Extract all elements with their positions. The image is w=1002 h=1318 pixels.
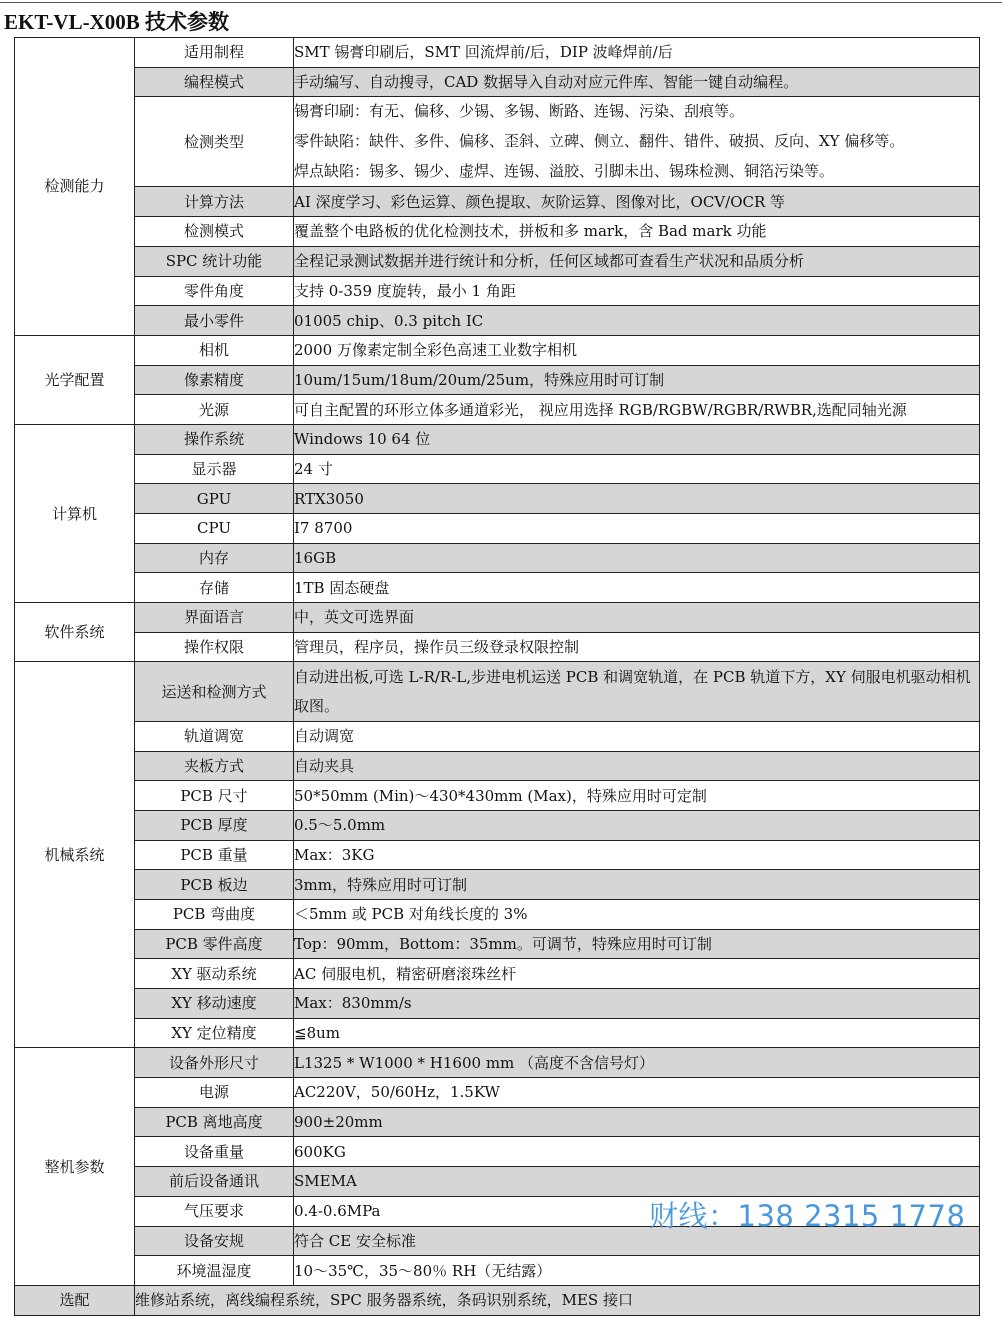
- item-label: 夹板方式: [135, 751, 294, 781]
- spec-row: [15, 989, 980, 1019]
- item-label: PCB 板边: [135, 870, 294, 900]
- spec-row: [15, 751, 980, 781]
- spec-row: [15, 67, 980, 97]
- spec-row: [15, 899, 980, 929]
- item-label: 轨道调宽: [135, 721, 294, 751]
- item-value: 10～35℃，35～80％ RH（无结露）: [294, 1256, 980, 1286]
- item-label: 检测类型: [135, 97, 294, 187]
- category-cell: 机械系统: [15, 662, 135, 1048]
- spec-row: [15, 840, 980, 870]
- item-value: 10um/15um/18um/20um/25um，特殊应用时可订制: [294, 365, 980, 395]
- item-value: 1TB 固态硬盘: [294, 573, 980, 603]
- spec-row: [15, 276, 980, 306]
- item-value: L1325 * W1000 * H1600 mm （高度不含信号灯）: [294, 1048, 980, 1078]
- item-label: XY 移动速度: [135, 989, 294, 1019]
- spec-row: [15, 335, 980, 365]
- spec-row: [15, 1078, 980, 1108]
- item-label: XY 驱动系统: [135, 959, 294, 989]
- item-value: AI 深度学习、彩色运算、颜色提取、灰阶运算、图像对比，OCV/OCR 等: [294, 187, 980, 217]
- item-value: 0.4-0.6MPa: [294, 1196, 980, 1226]
- spec-row: [15, 395, 980, 425]
- spec-row: [15, 1167, 980, 1197]
- item-value: 2000 万像素定制全彩色高速工业数字相机: [294, 335, 980, 365]
- item-value: Top：90mm，Bottom：35mm。可调节，特殊应用时可订制: [294, 929, 980, 959]
- item-label: 前后设备通讯: [135, 1167, 294, 1197]
- item-value-line: 锡膏印刷：有无、偏移、少锡、多锡、断路、连锡、污染、刮痕等。: [294, 102, 745, 121]
- item-value: SMEMA: [294, 1167, 980, 1197]
- item-label: 最小零件: [135, 306, 294, 336]
- spec-row: [15, 959, 980, 989]
- item-label: 计算方法: [135, 187, 294, 217]
- spec-row: [15, 573, 980, 603]
- item-value: 自动夹具: [294, 751, 980, 781]
- item-value: 可自主配置的环形立体多通道彩光， 视应用选择 RGB/RGBW/RGBR/RWBR,选配同轴光源: [294, 395, 980, 425]
- spec-row: [15, 306, 980, 336]
- item-label: GPU: [135, 484, 294, 514]
- spec-row: [15, 1256, 980, 1286]
- item-label: CPU: [135, 514, 294, 544]
- spec-row: [15, 454, 980, 484]
- item-label: 内存: [135, 543, 294, 573]
- spec-row: [15, 1018, 980, 1048]
- category-cell: 检测能力: [15, 38, 135, 336]
- spec-row: [15, 721, 980, 751]
- item-label: PCB 离地高度: [135, 1107, 294, 1137]
- spec-row: [15, 632, 980, 662]
- item-value: 50*50mm (Min)～430*430mm (Max)，特殊应用时可定制: [294, 781, 980, 811]
- item-value: ＜5mm 或 PCB 对角线长度的 3%: [294, 899, 980, 929]
- item-label: PCB 尺寸: [135, 781, 294, 811]
- category-cell: 软件系统: [15, 603, 135, 662]
- item-label: 运送和检测方式: [135, 662, 294, 721]
- item-label: 检测模式: [135, 217, 294, 247]
- spec-row: [15, 187, 980, 217]
- item-value: 全程记录测试数据并进行统计和分析，任何区域都可查看生产状况和品质分析: [294, 246, 980, 276]
- spec-row: [15, 1048, 980, 1078]
- item-label: 环境温湿度: [135, 1256, 294, 1286]
- item-label: 像素精度: [135, 365, 294, 395]
- item-value: 中，英文可选界面: [294, 603, 980, 633]
- spec-row: [15, 781, 980, 811]
- spec-row: [15, 1137, 980, 1167]
- item-label: SPC 统计功能: [135, 246, 294, 276]
- spec-table: [14, 37, 980, 1316]
- item-label: 设备外形尺寸: [135, 1048, 294, 1078]
- item-value: 3mm，特殊应用时可订制: [294, 870, 980, 900]
- item-label: PCB 零件高度: [135, 929, 294, 959]
- spec-row: [15, 424, 980, 454]
- item-label: 操作系统: [135, 424, 294, 454]
- item-label: 界面语言: [135, 603, 294, 633]
- item-label: 编程模式: [135, 67, 294, 97]
- optional-row: [15, 1285, 980, 1315]
- item-value: 自动调宽: [294, 721, 980, 751]
- item-value: [294, 97, 980, 187]
- item-value: 16GB: [294, 543, 980, 573]
- spec-row: [15, 870, 980, 900]
- item-label: XY 定位精度: [135, 1018, 294, 1048]
- item-value: 手动编写、自动搜寻，CAD 数据导入自动对应元件库、智能一键自动编程。: [294, 67, 980, 97]
- spec-row: [15, 38, 980, 68]
- item-value: ≦8um: [294, 1018, 980, 1048]
- item-value: 自动进出板,可选 L-R/R-L,步进电机运送 PCB 和调宽轨道，在 PCB 轨道下方，XY 伺服电机驱动相机取图。: [294, 662, 980, 721]
- item-label: 设备重量: [135, 1137, 294, 1167]
- top-rule: [0, 2, 1002, 3]
- item-label: PCB 弯曲度: [135, 899, 294, 929]
- item-value: 600KG: [294, 1137, 980, 1167]
- item-label: 设备安规: [135, 1226, 294, 1256]
- item-value: 900±20mm: [294, 1107, 980, 1137]
- item-label: 显示器: [135, 454, 294, 484]
- item-value: Max：3KG: [294, 840, 980, 870]
- optional-value: 维修站系统，离线编程系统，SPC 服务器系统，条码识别系统，MES 接口: [135, 1285, 980, 1315]
- spec-row: [15, 1107, 980, 1137]
- spec-row: [15, 514, 980, 544]
- item-label: 电源: [135, 1078, 294, 1108]
- item-label: 相机: [135, 335, 294, 365]
- item-label: PCB 重量: [135, 840, 294, 870]
- item-value: 01005 chip、0.3 pitch IC: [294, 306, 980, 336]
- spec-row: [15, 543, 980, 573]
- category-cell: 整机参数: [15, 1048, 135, 1286]
- spec-row: [15, 929, 980, 959]
- item-value-line: 零件缺陷：缺件、多件、偏移、歪斜、立碑、侧立、翻件、错件、破损、反向、XY 偏移等。: [294, 132, 905, 151]
- item-value: SMT 锡膏印刷后，SMT 回流焊前/后，DIP 波峰焊前/后: [294, 38, 980, 68]
- spec-row: [15, 810, 980, 840]
- item-value: Max：830mm/s: [294, 989, 980, 1019]
- item-label: 存储: [135, 573, 294, 603]
- item-value: 24 寸: [294, 454, 980, 484]
- item-value: RTX3050: [294, 484, 980, 514]
- item-value: 管理员，程序员，操作员三级登录权限控制: [294, 632, 980, 662]
- item-value: I7 8700: [294, 514, 980, 544]
- item-label: 光源: [135, 395, 294, 425]
- item-value: 0.5～5.0mm: [294, 810, 980, 840]
- item-value: AC 伺服电机，精密研磨滚珠丝杆: [294, 959, 980, 989]
- spec-row: [15, 603, 980, 633]
- category-cell: 选配: [15, 1285, 135, 1315]
- item-value-line: 焊点缺陷：锡多、锡少、虚焊、连锡、溢胶、引脚未出、锡珠检测、铜箔污染等。: [294, 161, 835, 180]
- item-label: 适用制程: [135, 38, 294, 68]
- item-label: 气压要求: [135, 1196, 294, 1226]
- spec-row: [15, 97, 980, 187]
- item-label: 零件角度: [135, 276, 294, 306]
- category-cell: 光学配置: [15, 335, 135, 424]
- contact-watermark: 财线：138 2315 1778: [649, 1199, 966, 1233]
- spec-row: [15, 365, 980, 395]
- document-title: EKT-VL-X00B 技术参数: [4, 10, 230, 34]
- spec-row: [15, 246, 980, 276]
- item-value: 符合 CE 安全标准: [294, 1226, 980, 1256]
- item-label: 操作权限: [135, 632, 294, 662]
- spec-row: [15, 217, 980, 247]
- item-value: Windows 10 64 位: [294, 424, 980, 454]
- category-cell: 计算机: [15, 424, 135, 602]
- spec-row: [15, 662, 980, 721]
- item-value: AC220V，50/60Hz，1.5KW: [294, 1078, 980, 1108]
- item-label: PCB 厚度: [135, 810, 294, 840]
- item-value: 覆盖整个电路板的优化检测技术，拼板和多 mark，含 Bad mark 功能: [294, 217, 980, 247]
- spec-row: [15, 484, 980, 514]
- item-value: 支持 0-359 度旋转，最小 1 角距: [294, 276, 980, 306]
